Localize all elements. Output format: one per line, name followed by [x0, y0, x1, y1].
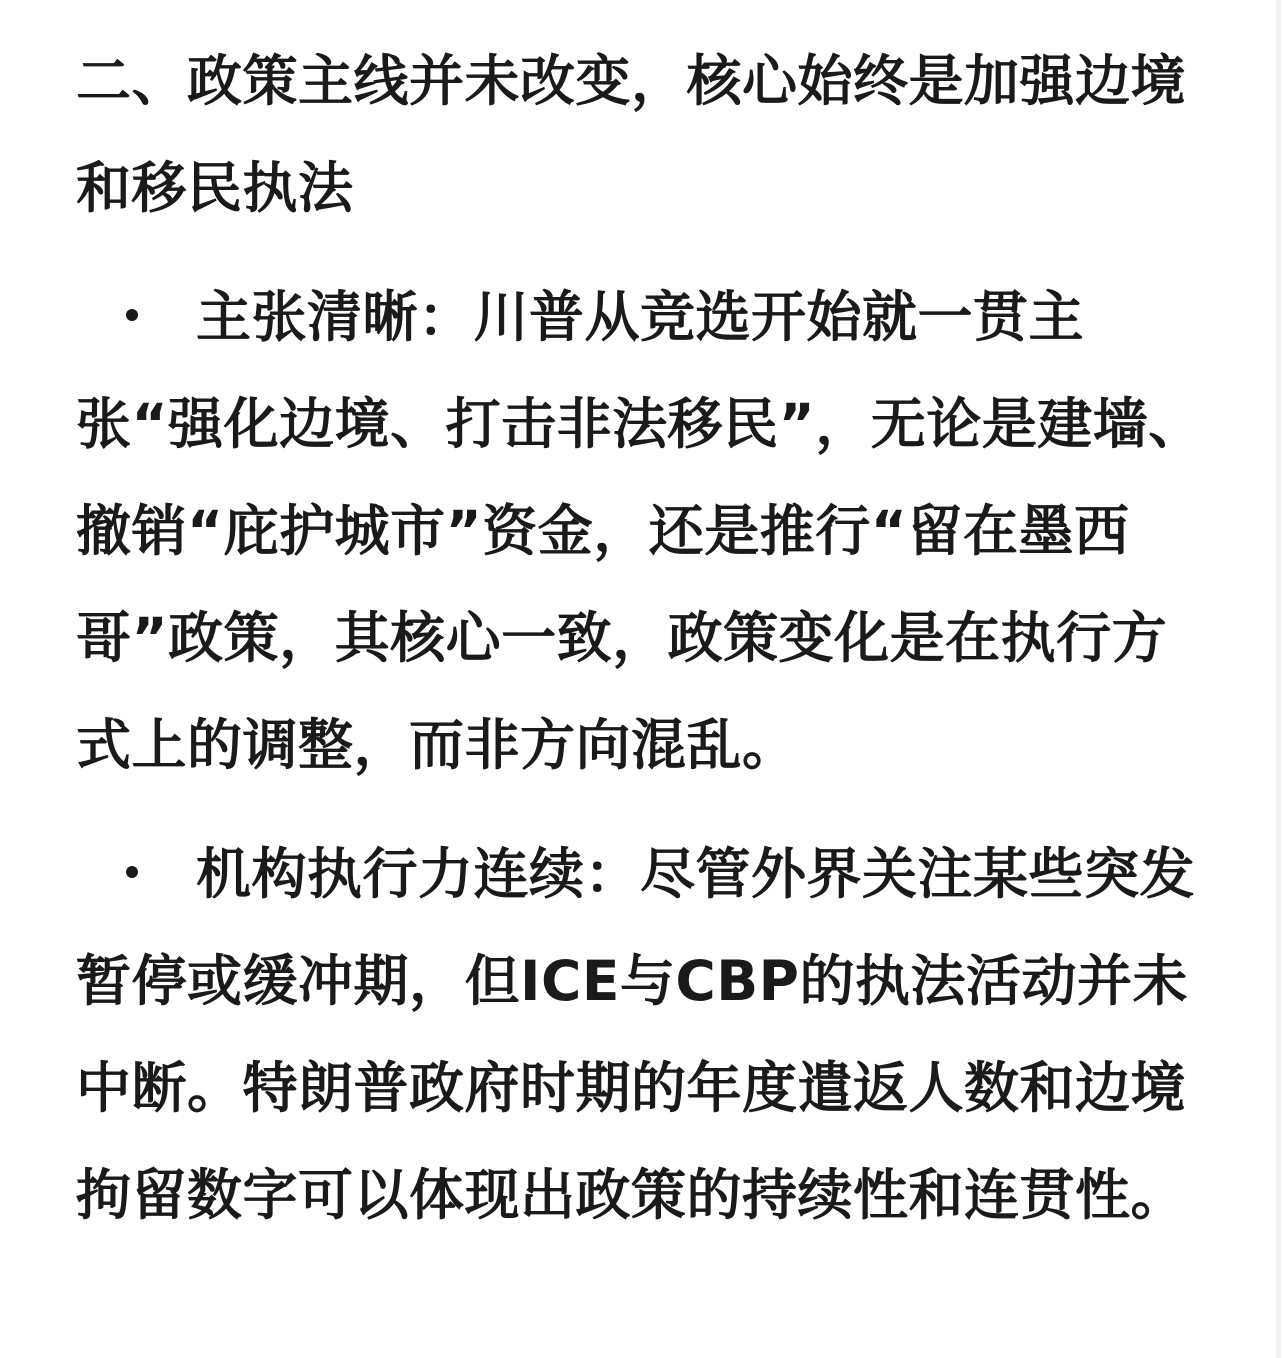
- scrollbar[interactable]: [1276, 0, 1281, 1358]
- bullet-icon: [126, 309, 138, 321]
- bullet-text: 主张清晰：川普从竞选开始就一贯主张“强化边境、打击非法移民”，无论是建墙、撤销“庇护城市”资金，还是推行“留在墨西哥”政策，其核心一致，政策变化是在执行方式上的调整，而非方向混乱。: [76, 285, 1204, 777]
- section-heading: 二、政策主线并未改变，核心始终是加强边境和移民执法: [76, 49, 1187, 220]
- article-body: [76, 28, 1208, 1249]
- bullet-list: [76, 264, 1208, 1249]
- bullet-text: 机构执行力连续：尽管外界关注某些突发暂停或缓冲期，但ICE与CBP的执法活动并未中断。特朗普政府时期的年度遣返人数和边境拘留数字可以体现出政策的持续性和连贯性。: [76, 842, 1196, 1227]
- list-item: [76, 264, 1208, 799]
- list-item: [76, 821, 1208, 1249]
- bullet-icon: [126, 866, 138, 878]
